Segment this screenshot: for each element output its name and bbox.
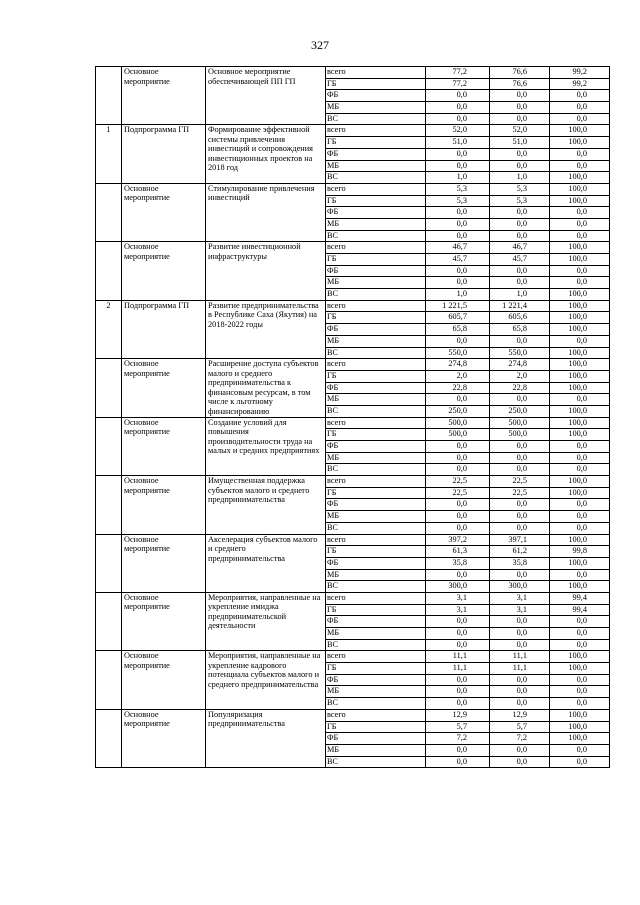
actual-value-cell: 22,5 <box>490 476 550 488</box>
section-name-cell: Развитие инвестиционной инфраструктуры <box>206 242 326 300</box>
table-row <box>96 417 610 429</box>
funding-source-cell: ФБ <box>326 499 426 511</box>
percent-cell: 100,0 <box>550 534 610 546</box>
planned-value-cell: 0,0 <box>426 686 490 698</box>
funding-source-cell: ВС <box>326 639 426 651</box>
funding-source-cell: всего <box>326 592 426 604</box>
actual-value-cell: 0,0 <box>490 499 550 511</box>
percent-cell: 100,0 <box>550 289 610 301</box>
actual-value-cell: 0,0 <box>490 639 550 651</box>
section-index-cell <box>96 183 122 241</box>
actual-value-cell: 0,0 <box>490 160 550 172</box>
planned-value-cell: 51,0 <box>426 137 490 149</box>
actual-value-cell: 0,0 <box>490 102 550 114</box>
planned-value-cell: 1 221,5 <box>426 300 490 312</box>
planned-value-cell: 35,8 <box>426 557 490 569</box>
planned-value-cell: 0,0 <box>426 160 490 172</box>
planned-value-cell: 0,0 <box>426 464 490 476</box>
actual-value-cell: 65,8 <box>490 324 550 336</box>
section-type-cell: Подпрограмма ГП <box>122 125 206 183</box>
funding-source-cell: всего <box>326 242 426 254</box>
funding-source-cell: ВС <box>326 172 426 184</box>
planned-value-cell: 0,0 <box>426 113 490 125</box>
funding-source-cell: ФБ <box>326 557 426 569</box>
planned-value-cell: 45,7 <box>426 254 490 266</box>
table-row <box>96 592 610 604</box>
actual-value-cell: 550,0 <box>490 347 550 359</box>
percent-cell: 0,0 <box>550 160 610 172</box>
planned-value-cell: 0,0 <box>426 522 490 534</box>
percent-cell: 99,2 <box>550 78 610 90</box>
funding-source-cell: МБ <box>326 335 426 347</box>
funding-source-cell: ВС <box>326 113 426 125</box>
actual-value-cell: 1,0 <box>490 289 550 301</box>
funding-source-cell: ГБ <box>326 137 426 149</box>
actual-value-cell: 300,0 <box>490 581 550 593</box>
percent-cell: 0,0 <box>550 616 610 628</box>
funding-source-cell: ГБ <box>326 78 426 90</box>
funding-source-cell: МБ <box>326 394 426 406</box>
percent-cell: 100,0 <box>550 195 610 207</box>
section-name-cell: Акселерация субъектов малого и среднего предпринимательства <box>206 534 326 592</box>
actual-value-cell: 0,0 <box>490 511 550 523</box>
funding-source-cell: ВС <box>326 522 426 534</box>
section-type-cell: Основное мероприятие <box>122 476 206 534</box>
actual-value-cell: 0,0 <box>490 207 550 219</box>
funding-source-cell: ГБ <box>326 604 426 616</box>
table-row <box>96 359 610 371</box>
actual-value-cell: 61,2 <box>490 546 550 558</box>
funding-source-cell: МБ <box>326 686 426 698</box>
funding-source-cell: МБ <box>326 628 426 640</box>
percent-cell: 99,8 <box>550 546 610 558</box>
section-type-cell: Подпрограмма ГП <box>122 300 206 358</box>
section-index-cell <box>96 651 122 709</box>
percent-cell: 0,0 <box>550 756 610 768</box>
percent-cell: 0,0 <box>550 148 610 160</box>
percent-cell: 99,2 <box>550 67 610 79</box>
table-row <box>96 534 610 546</box>
planned-value-cell: 0,0 <box>426 394 490 406</box>
funding-source-cell: всего <box>326 476 426 488</box>
section-index-cell: 2 <box>96 300 122 358</box>
percent-cell: 100,0 <box>550 651 610 663</box>
section-type-cell: Основное мероприятие <box>122 592 206 650</box>
planned-value-cell: 0,0 <box>426 452 490 464</box>
percent-cell: 0,0 <box>550 102 610 114</box>
percent-cell: 0,0 <box>550 698 610 710</box>
planned-value-cell: 605,7 <box>426 312 490 324</box>
funding-source-cell: ФБ <box>326 441 426 453</box>
actual-value-cell: 51,0 <box>490 137 550 149</box>
percent-cell: 100,0 <box>550 137 610 149</box>
planned-value-cell: 0,0 <box>426 698 490 710</box>
section-index-cell <box>96 592 122 650</box>
section-type-cell: Основное мероприятие <box>122 359 206 417</box>
section-type-cell: Основное мероприятие <box>122 651 206 709</box>
section-name-cell: Имущественная поддержка субъектов малого и среднего предпринимательства <box>206 476 326 534</box>
table-row <box>96 476 610 488</box>
budget-table-body <box>96 67 610 768</box>
funding-source-cell: ГБ <box>326 546 426 558</box>
percent-cell: 0,0 <box>550 569 610 581</box>
percent-cell: 100,0 <box>550 733 610 745</box>
percent-cell: 0,0 <box>550 511 610 523</box>
section-type-cell: Основное мероприятие <box>122 417 206 475</box>
percent-cell: 0,0 <box>550 394 610 406</box>
funding-source-cell: ГБ <box>326 663 426 675</box>
percent-cell: 100,0 <box>550 125 610 137</box>
funding-source-cell: ФБ <box>326 90 426 102</box>
actual-value-cell: 605,6 <box>490 312 550 324</box>
percent-cell: 0,0 <box>550 335 610 347</box>
funding-source-cell: ВС <box>326 581 426 593</box>
funding-source-cell: ВС <box>326 289 426 301</box>
planned-value-cell: 0,0 <box>426 569 490 581</box>
section-index-cell: 1 <box>96 125 122 183</box>
actual-value-cell: 5,3 <box>490 183 550 195</box>
planned-value-cell: 11,1 <box>426 651 490 663</box>
funding-source-cell: МБ <box>326 102 426 114</box>
actual-value-cell: 0,0 <box>490 569 550 581</box>
funding-source-cell: ФБ <box>326 733 426 745</box>
actual-value-cell: 0,0 <box>490 616 550 628</box>
table-row <box>96 709 610 721</box>
table-row <box>96 67 610 79</box>
percent-cell: 100,0 <box>550 242 610 254</box>
percent-cell: 100,0 <box>550 429 610 441</box>
actual-value-cell: 3,1 <box>490 604 550 616</box>
funding-source-cell: МБ <box>326 744 426 756</box>
planned-value-cell: 0,0 <box>426 674 490 686</box>
actual-value-cell: 11,1 <box>490 651 550 663</box>
percent-cell: 100,0 <box>550 663 610 675</box>
section-index-cell <box>96 709 122 767</box>
table-row <box>96 125 610 137</box>
budget-table <box>95 66 610 768</box>
section-name-cell: Популяризация предпринимательства <box>206 709 326 767</box>
funding-source-cell: ГБ <box>326 487 426 499</box>
percent-cell: 100,0 <box>550 405 610 417</box>
funding-source-cell: ГБ <box>326 370 426 382</box>
funding-source-cell: ВС <box>326 405 426 417</box>
percent-cell: 0,0 <box>550 522 610 534</box>
planned-value-cell: 0,0 <box>426 335 490 347</box>
table-row <box>96 183 610 195</box>
section-index-cell <box>96 417 122 475</box>
funding-source-cell: МБ <box>326 218 426 230</box>
planned-value-cell: 61,3 <box>426 546 490 558</box>
funding-source-cell: всего <box>326 359 426 371</box>
funding-source-cell: МБ <box>326 452 426 464</box>
actual-value-cell: 22,5 <box>490 487 550 499</box>
percent-cell: 100,0 <box>550 370 610 382</box>
actual-value-cell: 5,3 <box>490 195 550 207</box>
section-type-cell: Основное мероприятие <box>122 242 206 300</box>
percent-cell: 100,0 <box>550 487 610 499</box>
percent-cell: 100,0 <box>550 359 610 371</box>
percent-cell: 100,0 <box>550 721 610 733</box>
section-index-cell <box>96 359 122 417</box>
planned-value-cell: 0,0 <box>426 277 490 289</box>
planned-value-cell: 3,1 <box>426 604 490 616</box>
actual-value-cell: 0,0 <box>490 335 550 347</box>
planned-value-cell: 0,0 <box>426 441 490 453</box>
actual-value-cell: 7,2 <box>490 733 550 745</box>
section-index-cell <box>96 476 122 534</box>
actual-value-cell: 12,9 <box>490 709 550 721</box>
planned-value-cell: 11,1 <box>426 663 490 675</box>
percent-cell: 0,0 <box>550 113 610 125</box>
planned-value-cell: 0,0 <box>426 207 490 219</box>
percent-cell: 100,0 <box>550 312 610 324</box>
section-name-cell: Развитие предпринимательства в Республике Саха (Якутия) на 2018-2022 годы <box>206 300 326 358</box>
percent-cell: 100,0 <box>550 709 610 721</box>
planned-value-cell: 65,8 <box>426 324 490 336</box>
planned-value-cell: 3,1 <box>426 592 490 604</box>
percent-cell: 99,4 <box>550 604 610 616</box>
actual-value-cell: 76,6 <box>490 67 550 79</box>
percent-cell: 0,0 <box>550 464 610 476</box>
planned-value-cell: 2,0 <box>426 370 490 382</box>
percent-cell: 99,4 <box>550 592 610 604</box>
section-type-cell: Основное мероприятие <box>122 183 206 241</box>
planned-value-cell: 397,2 <box>426 534 490 546</box>
planned-value-cell: 52,0 <box>426 125 490 137</box>
actual-value-cell: 0,0 <box>490 277 550 289</box>
percent-cell: 100,0 <box>550 172 610 184</box>
section-type-cell: Основное мероприятие <box>122 67 206 125</box>
funding-source-cell: МБ <box>326 569 426 581</box>
section-name-cell: Основное мероприятие обеспечивающей ПП ГП <box>206 67 326 125</box>
funding-source-cell: ГБ <box>326 429 426 441</box>
funding-source-cell: МБ <box>326 160 426 172</box>
funding-source-cell: МБ <box>326 511 426 523</box>
actual-value-cell: 0,0 <box>490 628 550 640</box>
actual-value-cell: 1 221,4 <box>490 300 550 312</box>
funding-source-cell: ФБ <box>326 382 426 394</box>
funding-source-cell: всего <box>326 67 426 79</box>
planned-value-cell: 250,0 <box>426 405 490 417</box>
actual-value-cell: 35,8 <box>490 557 550 569</box>
percent-cell: 100,0 <box>550 324 610 336</box>
funding-source-cell: всего <box>326 417 426 429</box>
percent-cell: 0,0 <box>550 90 610 102</box>
funding-source-cell: всего <box>326 183 426 195</box>
actual-value-cell: 45,7 <box>490 254 550 266</box>
planned-value-cell: 500,0 <box>426 429 490 441</box>
actual-value-cell: 76,6 <box>490 78 550 90</box>
percent-cell: 0,0 <box>550 207 610 219</box>
actual-value-cell: 0,0 <box>490 113 550 125</box>
actual-value-cell: 0,0 <box>490 756 550 768</box>
actual-value-cell: 500,0 <box>490 429 550 441</box>
section-type-cell: Основное мероприятие <box>122 534 206 592</box>
actual-value-cell: 0,0 <box>490 394 550 406</box>
percent-cell: 0,0 <box>550 744 610 756</box>
percent-cell: 0,0 <box>550 674 610 686</box>
section-type-cell: Основное мероприятие <box>122 709 206 767</box>
planned-value-cell: 0,0 <box>426 756 490 768</box>
section-name-cell: Формирование эффективной системы привлечения инвестиций и сопровождения инвестиционных проектов на 2018 год <box>206 125 326 183</box>
section-index-cell <box>96 67 122 125</box>
actual-value-cell: 0,0 <box>490 218 550 230</box>
planned-value-cell: 0,0 <box>426 628 490 640</box>
planned-value-cell: 22,5 <box>426 487 490 499</box>
table-row <box>96 242 610 254</box>
planned-value-cell: 500,0 <box>426 417 490 429</box>
table-row <box>96 651 610 663</box>
planned-value-cell: 0,0 <box>426 102 490 114</box>
percent-cell: 0,0 <box>550 452 610 464</box>
funding-source-cell: ФБ <box>326 674 426 686</box>
funding-source-cell: ФБ <box>326 616 426 628</box>
planned-value-cell: 77,2 <box>426 67 490 79</box>
actual-value-cell: 22,8 <box>490 382 550 394</box>
section-name-cell: Создание условий для повышения производительности труда на малых и средних предприятиях <box>206 417 326 475</box>
funding-source-cell: МБ <box>326 277 426 289</box>
actual-value-cell: 5,7 <box>490 721 550 733</box>
planned-value-cell: 22,5 <box>426 476 490 488</box>
actual-value-cell: 250,0 <box>490 405 550 417</box>
funding-source-cell: ВС <box>326 698 426 710</box>
percent-cell: 100,0 <box>550 254 610 266</box>
funding-source-cell: ВС <box>326 464 426 476</box>
planned-value-cell: 0,0 <box>426 230 490 242</box>
funding-source-cell: всего <box>326 709 426 721</box>
planned-value-cell: 0,0 <box>426 148 490 160</box>
planned-value-cell: 0,0 <box>426 616 490 628</box>
actual-value-cell: 11,1 <box>490 663 550 675</box>
percent-cell: 0,0 <box>550 639 610 651</box>
planned-value-cell: 5,7 <box>426 721 490 733</box>
funding-source-cell: всего <box>326 300 426 312</box>
actual-value-cell: 0,0 <box>490 90 550 102</box>
planned-value-cell: 274,8 <box>426 359 490 371</box>
actual-value-cell: 0,0 <box>490 265 550 277</box>
funding-source-cell: всего <box>326 125 426 137</box>
planned-value-cell: 12,9 <box>426 709 490 721</box>
funding-source-cell: ФБ <box>326 324 426 336</box>
percent-cell: 100,0 <box>550 557 610 569</box>
actual-value-cell: 1,0 <box>490 172 550 184</box>
percent-cell: 100,0 <box>550 183 610 195</box>
percent-cell: 100,0 <box>550 476 610 488</box>
planned-value-cell: 0,0 <box>426 511 490 523</box>
planned-value-cell: 0,0 <box>426 90 490 102</box>
actual-value-cell: 52,0 <box>490 125 550 137</box>
actual-value-cell: 0,0 <box>490 148 550 160</box>
funding-source-cell: ГБ <box>326 312 426 324</box>
planned-value-cell: 1,0 <box>426 289 490 301</box>
actual-value-cell: 0,0 <box>490 698 550 710</box>
percent-cell: 100,0 <box>550 417 610 429</box>
planned-value-cell: 0,0 <box>426 639 490 651</box>
actual-value-cell: 0,0 <box>490 452 550 464</box>
percent-cell: 100,0 <box>550 581 610 593</box>
funding-source-cell: ВС <box>326 230 426 242</box>
planned-value-cell: 46,7 <box>426 242 490 254</box>
actual-value-cell: 0,0 <box>490 686 550 698</box>
planned-value-cell: 7,2 <box>426 733 490 745</box>
funding-source-cell: ФБ <box>326 148 426 160</box>
percent-cell: 0,0 <box>550 265 610 277</box>
planned-value-cell: 300,0 <box>426 581 490 593</box>
actual-value-cell: 500,0 <box>490 417 550 429</box>
planned-value-cell: 0,0 <box>426 744 490 756</box>
table-row <box>96 300 610 312</box>
section-index-cell <box>96 242 122 300</box>
page-number: 327 <box>311 38 329 52</box>
actual-value-cell: 0,0 <box>490 674 550 686</box>
planned-value-cell: 5,3 <box>426 183 490 195</box>
section-index-cell <box>96 534 122 592</box>
funding-source-cell: ГБ <box>326 721 426 733</box>
percent-cell: 100,0 <box>550 300 610 312</box>
actual-value-cell: 2,0 <box>490 370 550 382</box>
funding-source-cell: ГБ <box>326 254 426 266</box>
percent-cell: 0,0 <box>550 686 610 698</box>
percent-cell: 100,0 <box>550 347 610 359</box>
planned-value-cell: 0,0 <box>426 265 490 277</box>
percent-cell: 0,0 <box>550 499 610 511</box>
percent-cell: 0,0 <box>550 230 610 242</box>
planned-value-cell: 1,0 <box>426 172 490 184</box>
actual-value-cell: 0,0 <box>490 464 550 476</box>
funding-source-cell: ГБ <box>326 195 426 207</box>
planned-value-cell: 550,0 <box>426 347 490 359</box>
actual-value-cell: 46,7 <box>490 242 550 254</box>
actual-value-cell: 3,1 <box>490 592 550 604</box>
funding-source-cell: ФБ <box>326 265 426 277</box>
percent-cell: 0,0 <box>550 277 610 289</box>
funding-source-cell: всего <box>326 651 426 663</box>
percent-cell: 0,0 <box>550 441 610 453</box>
actual-value-cell: 397,1 <box>490 534 550 546</box>
actual-value-cell: 0,0 <box>490 230 550 242</box>
section-name-cell: Мероприятия, направленные на укрепление кадрового потенциала субъектов малого и среднего предпринимательства <box>206 651 326 709</box>
funding-source-cell: ВС <box>326 756 426 768</box>
actual-value-cell: 0,0 <box>490 522 550 534</box>
planned-value-cell: 77,2 <box>426 78 490 90</box>
section-name-cell: Расширение доступа субъектов малого и среднего предпринимательства к финансовым ресурсам, в том числе к льготному финансированию <box>206 359 326 417</box>
actual-value-cell: 0,0 <box>490 441 550 453</box>
planned-value-cell: 0,0 <box>426 499 490 511</box>
percent-cell: 0,0 <box>550 628 610 640</box>
percent-cell: 0,0 <box>550 218 610 230</box>
actual-value-cell: 0,0 <box>490 744 550 756</box>
section-name-cell: Стимулирование привлечения инвестиций <box>206 183 326 241</box>
section-name-cell: Мероприятия, направленные на укрепление имиджа предпринимательской деятельности <box>206 592 326 650</box>
funding-source-cell: ФБ <box>326 207 426 219</box>
planned-value-cell: 22,8 <box>426 382 490 394</box>
funding-source-cell: ВС <box>326 347 426 359</box>
percent-cell: 100,0 <box>550 382 610 394</box>
actual-value-cell: 274,8 <box>490 359 550 371</box>
planned-value-cell: 5,3 <box>426 195 490 207</box>
planned-value-cell: 0,0 <box>426 218 490 230</box>
funding-source-cell: всего <box>326 534 426 546</box>
